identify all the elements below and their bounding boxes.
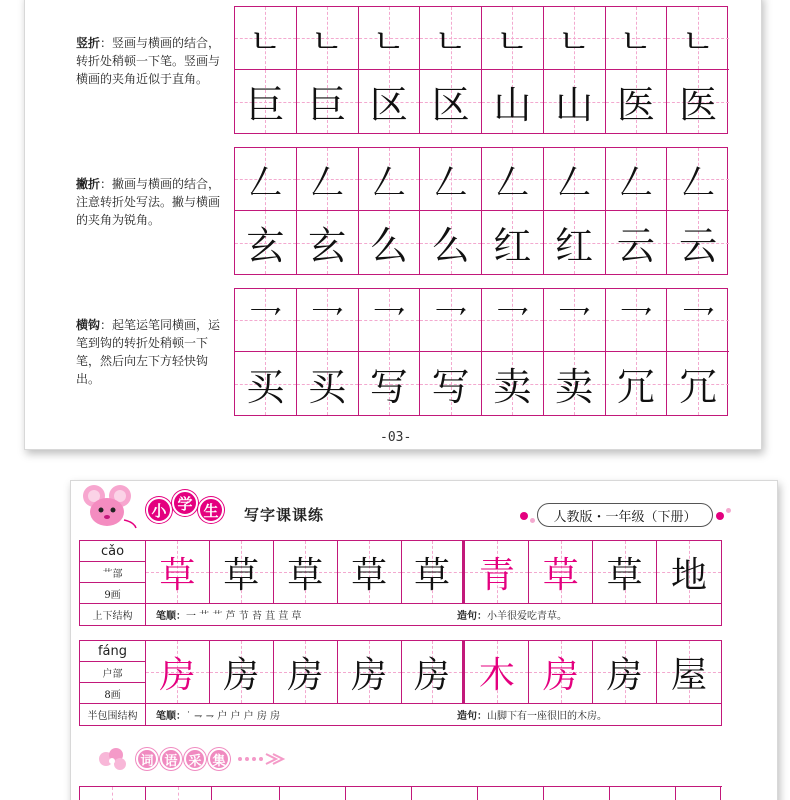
example-char: 么 <box>369 224 408 268</box>
stroke-demo-cell <box>482 148 544 211</box>
example-char: 卖 <box>493 365 532 409</box>
radical-label: 艹部 <box>80 562 145 583</box>
example-char-cell <box>482 211 544 274</box>
example-sentence <box>457 607 567 622</box>
stroke-order-label: 笔顺： <box>156 711 186 722</box>
stroke-glyph: ㄴ <box>372 21 406 62</box>
practice-cells <box>146 541 721 604</box>
example-char-cell <box>544 352 606 415</box>
word-collection-char: 采 <box>184 748 206 770</box>
mouse-mascot-icon <box>80 482 138 530</box>
example-sentence <box>457 707 607 722</box>
word-collection-banner <box>96 744 296 774</box>
stroke-demo-cell <box>420 289 482 352</box>
stroke-demo-cell <box>359 148 421 211</box>
edition-badge: 人教版・一年级（下册） <box>537 503 713 527</box>
stroke-description-text: ：起笔运笔同横画，运笔到钩的转折处稍顿一下笔，然后向左下方轻快钩出。 <box>76 318 221 386</box>
stroke-block <box>234 288 728 416</box>
stroke-glyph: 乛 <box>310 303 345 344</box>
practice-char: 草 <box>413 554 450 596</box>
practice-char-cell <box>338 541 402 604</box>
stroke-demo-cell <box>297 289 359 352</box>
practice-char-cell <box>529 641 593 704</box>
flower-icon <box>96 746 130 772</box>
example-char: 买 <box>308 365 347 409</box>
practice-char: 草 <box>351 554 388 596</box>
stroke-glyph: 𠃋 <box>557 162 592 203</box>
example-char: 买 <box>246 365 285 409</box>
brand-char-badge: 学 <box>172 490 198 516</box>
stroke-description-text: ：竖画与横画的结合，转折处稍顿一下笔。竖画与横画的夹角近似于直角。 <box>76 36 221 86</box>
practice-char-cell <box>529 541 593 604</box>
practice-char-cell <box>465 541 529 604</box>
practice-char: 草 <box>223 554 260 596</box>
pinyin-label: cǎo <box>80 541 145 562</box>
practice-char: 房 <box>542 654 579 696</box>
example-char-cell <box>297 70 359 133</box>
example-char-cell <box>482 70 544 133</box>
stroke-demo-cell <box>544 148 606 211</box>
character-info <box>80 541 146 625</box>
stroke-demo-cell <box>667 7 729 70</box>
practice-char-cell <box>210 641 274 704</box>
stroke-demo-cell <box>297 7 359 70</box>
practice-char-cell <box>146 641 210 704</box>
example-char-cell <box>606 211 668 274</box>
stroke-description <box>76 175 224 229</box>
stroke-demo-cell <box>235 148 297 211</box>
stroke-demo-cell <box>544 7 606 70</box>
stroke-glyph: 乛 <box>681 303 716 344</box>
example-char-cell <box>297 352 359 415</box>
stroke-glyph: 𠃋 <box>618 162 653 203</box>
practice-char: 草 <box>542 554 579 596</box>
practice-char: 房 <box>351 654 388 696</box>
example-char-cell <box>359 352 421 415</box>
stroke-demo-cell <box>606 148 668 211</box>
example-char: 卖 <box>555 365 594 409</box>
example-char: 山 <box>493 83 532 127</box>
stroke-description-text: ：撇画与横画的结合，注意转折处写法。撇与横画的夹角为锐角。 <box>76 177 221 227</box>
stroke-name: 横钩 <box>76 318 101 332</box>
example-char: 区 <box>431 83 470 127</box>
stroke-demo-cell <box>420 7 482 70</box>
example-char: 区 <box>369 83 408 127</box>
example-char: 医 <box>679 83 718 127</box>
stroke-block <box>234 147 728 275</box>
stroke-glyph: 𠃋 <box>495 162 530 203</box>
stroke-glyph: ㄴ <box>557 21 591 62</box>
stroke-glyph: ㄴ <box>434 21 468 62</box>
example-char: 冗 <box>679 365 718 409</box>
stroke-glyph: 乛 <box>618 303 653 344</box>
word-practice-grid <box>79 786 722 800</box>
example-char-cell <box>420 352 482 415</box>
practice-char-cell <box>657 641 721 704</box>
practice-char: 草 <box>287 554 324 596</box>
stroke-glyph: ㄴ <box>310 21 344 62</box>
stroke-demo-cell <box>606 7 668 70</box>
stroke-glyph: 𠃋 <box>433 162 468 203</box>
practice-char: 房 <box>413 654 450 696</box>
stroke-block <box>234 6 728 134</box>
example-char: 红 <box>555 224 594 268</box>
practice-cells <box>146 641 721 704</box>
practice-char: 木 <box>478 654 515 696</box>
stroke-glyph: ㄴ <box>248 21 282 62</box>
sentence-text: 小羊很爱吃青草。 <box>487 611 567 622</box>
example-char-cell <box>667 70 729 133</box>
example-char-cell <box>359 211 421 274</box>
stroke-glyph: 𠃋 <box>371 162 406 203</box>
brand-char-badge: 小 <box>146 497 172 523</box>
structure-label: 上下结构 <box>92 611 133 622</box>
example-char-cell <box>544 70 606 133</box>
practice-char-cell <box>274 641 338 704</box>
character-row <box>79 640 722 726</box>
practice-char-cell <box>465 641 529 704</box>
stroke-demo-cell <box>359 7 421 70</box>
practice-char-cell <box>593 541 657 604</box>
example-char-cell <box>420 70 482 133</box>
example-char: 云 <box>616 224 655 268</box>
example-char-cell <box>482 352 544 415</box>
example-char-cell <box>235 70 297 133</box>
practice-char-cell <box>274 541 338 604</box>
stroke-glyph: 乛 <box>433 303 468 344</box>
structure-label: 半包围结构 <box>87 711 138 722</box>
example-char-cell <box>359 70 421 133</box>
stroke-order <box>156 707 280 722</box>
stroke-demo-cell <box>359 289 421 352</box>
stroke-demo-cell <box>235 289 297 352</box>
word-collection-char: 集 <box>208 748 230 770</box>
example-char-cell <box>606 70 668 133</box>
example-char-cell <box>420 211 482 274</box>
practice-char: 草 <box>159 554 196 596</box>
example-char: 玄 <box>246 224 285 268</box>
practice-char: 房 <box>606 654 643 696</box>
practice-char: 草 <box>606 554 643 596</box>
stroke-description <box>76 34 224 88</box>
word-collection-char: 词 <box>136 748 158 770</box>
practice-char: 房 <box>159 654 196 696</box>
stroke-order-text: 一 艹 艹 芦 节 苔 苴 荁 草 <box>186 611 302 622</box>
stroke-name: 竖折 <box>76 36 101 50</box>
workbook-title: 写字课课练 <box>244 506 325 524</box>
page-number: -03- <box>380 430 412 445</box>
practice-char-cell <box>593 641 657 704</box>
practice-char: 屋 <box>671 654 708 696</box>
stroke-glyph: 乛 <box>495 303 530 344</box>
example-char: 冗 <box>616 365 655 409</box>
stroke-demo-cell <box>235 7 297 70</box>
stroke-glyph: 𠃋 <box>310 162 345 203</box>
stroke-glyph: ㄴ <box>619 21 653 62</box>
practice-char-cell <box>402 541 466 604</box>
sentence-label: 造句： <box>457 611 487 622</box>
example-char: 红 <box>493 224 532 268</box>
stroke-demo-cell <box>667 148 729 211</box>
practice-char: 青 <box>478 554 515 596</box>
example-char: 医 <box>616 83 655 127</box>
example-char: 么 <box>431 224 470 268</box>
stroke-glyph: ㄴ <box>681 21 715 62</box>
stroke-order-label: 笔顺： <box>156 611 186 622</box>
practice-char: 地 <box>671 554 708 596</box>
example-char: 山 <box>555 83 594 127</box>
practice-char-cell <box>402 641 466 704</box>
stroke-demo-cell <box>420 148 482 211</box>
character-row <box>79 540 722 626</box>
example-char: 写 <box>431 365 470 409</box>
example-char-cell <box>606 352 668 415</box>
arrow-dots-icon <box>236 752 286 766</box>
example-char-cell <box>297 211 359 274</box>
brand-char-badge: 生 <box>198 497 224 523</box>
stroke-name: 撇折 <box>76 177 101 191</box>
practice-char: 房 <box>287 654 324 696</box>
stroke-description <box>76 316 224 388</box>
example-char-cell <box>544 211 606 274</box>
example-char-cell <box>667 352 729 415</box>
pinyin-label: fáng <box>80 641 145 662</box>
stroke-glyph: 𠃋 <box>248 162 283 203</box>
practice-char-cell <box>210 541 274 604</box>
stroke-count-label: 8画 <box>80 683 145 704</box>
stroke-demo-cell <box>482 289 544 352</box>
sentence-label: 造句： <box>457 711 487 722</box>
stroke-demo-cell <box>667 289 729 352</box>
stroke-demo-cell <box>482 7 544 70</box>
stroke-glyph: 𠃋 <box>681 162 716 203</box>
stroke-glyph: 乛 <box>371 303 406 344</box>
example-char: 写 <box>369 365 408 409</box>
stroke-count-label: 9画 <box>80 583 145 604</box>
stroke-glyph: 乛 <box>248 303 283 344</box>
practice-char-cell <box>657 541 721 604</box>
example-char: 云 <box>679 224 718 268</box>
stroke-glyph: 乛 <box>557 303 592 344</box>
word-collection-char: 语 <box>160 748 182 770</box>
practice-char: 房 <box>223 654 260 696</box>
stroke-order-text: ˙ ⇁ ⇁ 户 户 户 房 房 <box>186 711 281 722</box>
practice-char-cell <box>146 541 210 604</box>
example-char: 玄 <box>308 224 347 268</box>
stroke-demo-cell <box>606 289 668 352</box>
example-char: 巨 <box>246 83 285 127</box>
sentence-text: 山脚下有一座很旧的木房。 <box>487 711 607 722</box>
stroke-demo-cell <box>544 289 606 352</box>
example-char-cell <box>235 352 297 415</box>
example-char: 巨 <box>308 83 347 127</box>
example-char-cell <box>235 211 297 274</box>
radical-label: 户部 <box>80 662 145 683</box>
stroke-order <box>156 607 301 622</box>
practice-char-cell <box>338 641 402 704</box>
character-info <box>80 641 146 725</box>
stroke-demo-cell <box>297 148 359 211</box>
stroke-glyph: ㄴ <box>495 21 529 62</box>
example-char-cell <box>667 211 729 274</box>
